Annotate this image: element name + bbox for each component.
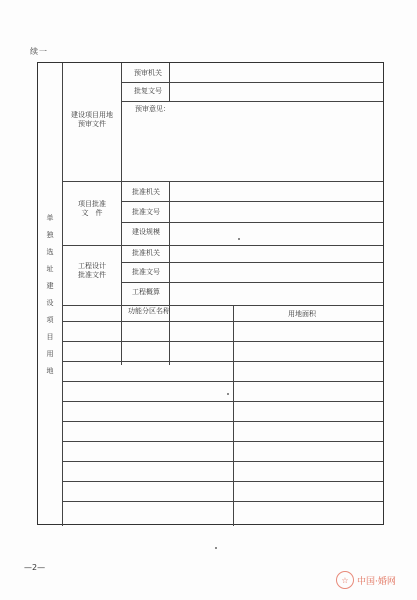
side-char: 单 xyxy=(46,214,54,222)
section-divider xyxy=(62,181,383,182)
scan-speck xyxy=(238,238,240,240)
section2-title xyxy=(64,200,120,218)
section1-title xyxy=(64,111,120,129)
pre-review-opinion-label: 预审意见： xyxy=(135,105,170,113)
scan-speck xyxy=(227,393,229,395)
row-label-approval-number: 批复文号 xyxy=(134,87,162,95)
side-char: 地 xyxy=(46,367,54,375)
continuation-label: 续一 xyxy=(30,47,48,56)
table-row-divider xyxy=(62,361,383,362)
side-char: 设 xyxy=(46,299,54,307)
side-char: 用 xyxy=(46,350,54,358)
divider-side xyxy=(62,63,63,526)
divider-label-col xyxy=(169,181,170,365)
table-row-divider xyxy=(62,341,383,342)
divider-area-col xyxy=(233,305,234,526)
side-char: 选 xyxy=(46,248,54,256)
row-label-pre-review-authority: 预审机关 xyxy=(134,69,162,77)
watermark-logo-icon: ☆ xyxy=(336,571,354,589)
table-row-divider xyxy=(62,381,383,382)
land-use-form-table xyxy=(37,62,384,525)
section3-title-line2: 批准文件 xyxy=(78,271,106,279)
side-char: 项 xyxy=(46,316,54,324)
page-number: —2— xyxy=(24,563,46,572)
table-row-divider xyxy=(62,481,383,482)
row-divider xyxy=(121,82,383,83)
section-divider xyxy=(62,245,383,246)
section1-title-line1: 建设项目用地 xyxy=(71,111,113,119)
table-header-divider xyxy=(62,321,383,322)
row-label-approval-number: 批准文号 xyxy=(132,208,160,216)
section2-title-line2: 文 件 xyxy=(81,209,103,217)
row-label-approval-authority: 批准机关 xyxy=(132,188,160,196)
row-label-approval-authority: 批准机关 xyxy=(132,249,160,257)
row-divider xyxy=(121,101,383,102)
side-char: 建 xyxy=(46,282,54,290)
table-row-divider xyxy=(62,461,383,462)
table-row-divider xyxy=(62,401,383,402)
row-label-construction-scale: 建设规模 xyxy=(132,228,160,236)
row-divider xyxy=(121,262,383,263)
section3-title-line1: 工程设计 xyxy=(78,262,106,270)
col-header-function-zone: 功能分区名称 xyxy=(128,307,170,315)
section2-title-line1: 项目批准 xyxy=(78,200,106,208)
col-header-land-area: 用地面积 xyxy=(288,310,316,318)
scan-speck xyxy=(215,547,217,549)
side-char: 址 xyxy=(46,265,54,273)
row-divider xyxy=(121,201,383,202)
side-char: 目 xyxy=(46,333,54,341)
watermark xyxy=(336,568,406,592)
watermark-text: 中国·婚网 xyxy=(357,576,396,587)
table-row-divider xyxy=(62,441,383,442)
row-label-approval-number: 批准文号 xyxy=(132,268,160,276)
side-char: 独 xyxy=(46,231,54,239)
row-divider xyxy=(121,222,383,223)
section1-title-line2: 预审文件 xyxy=(78,120,106,128)
row-label-project-budget: 工程概算 xyxy=(132,288,160,296)
row-divider xyxy=(121,282,383,283)
table-row-divider xyxy=(62,421,383,422)
table-row-divider xyxy=(62,501,383,502)
section-divider xyxy=(62,305,383,306)
divider-section-title xyxy=(121,63,122,365)
section3-title xyxy=(64,262,120,280)
side-label-vertical xyxy=(38,63,62,526)
